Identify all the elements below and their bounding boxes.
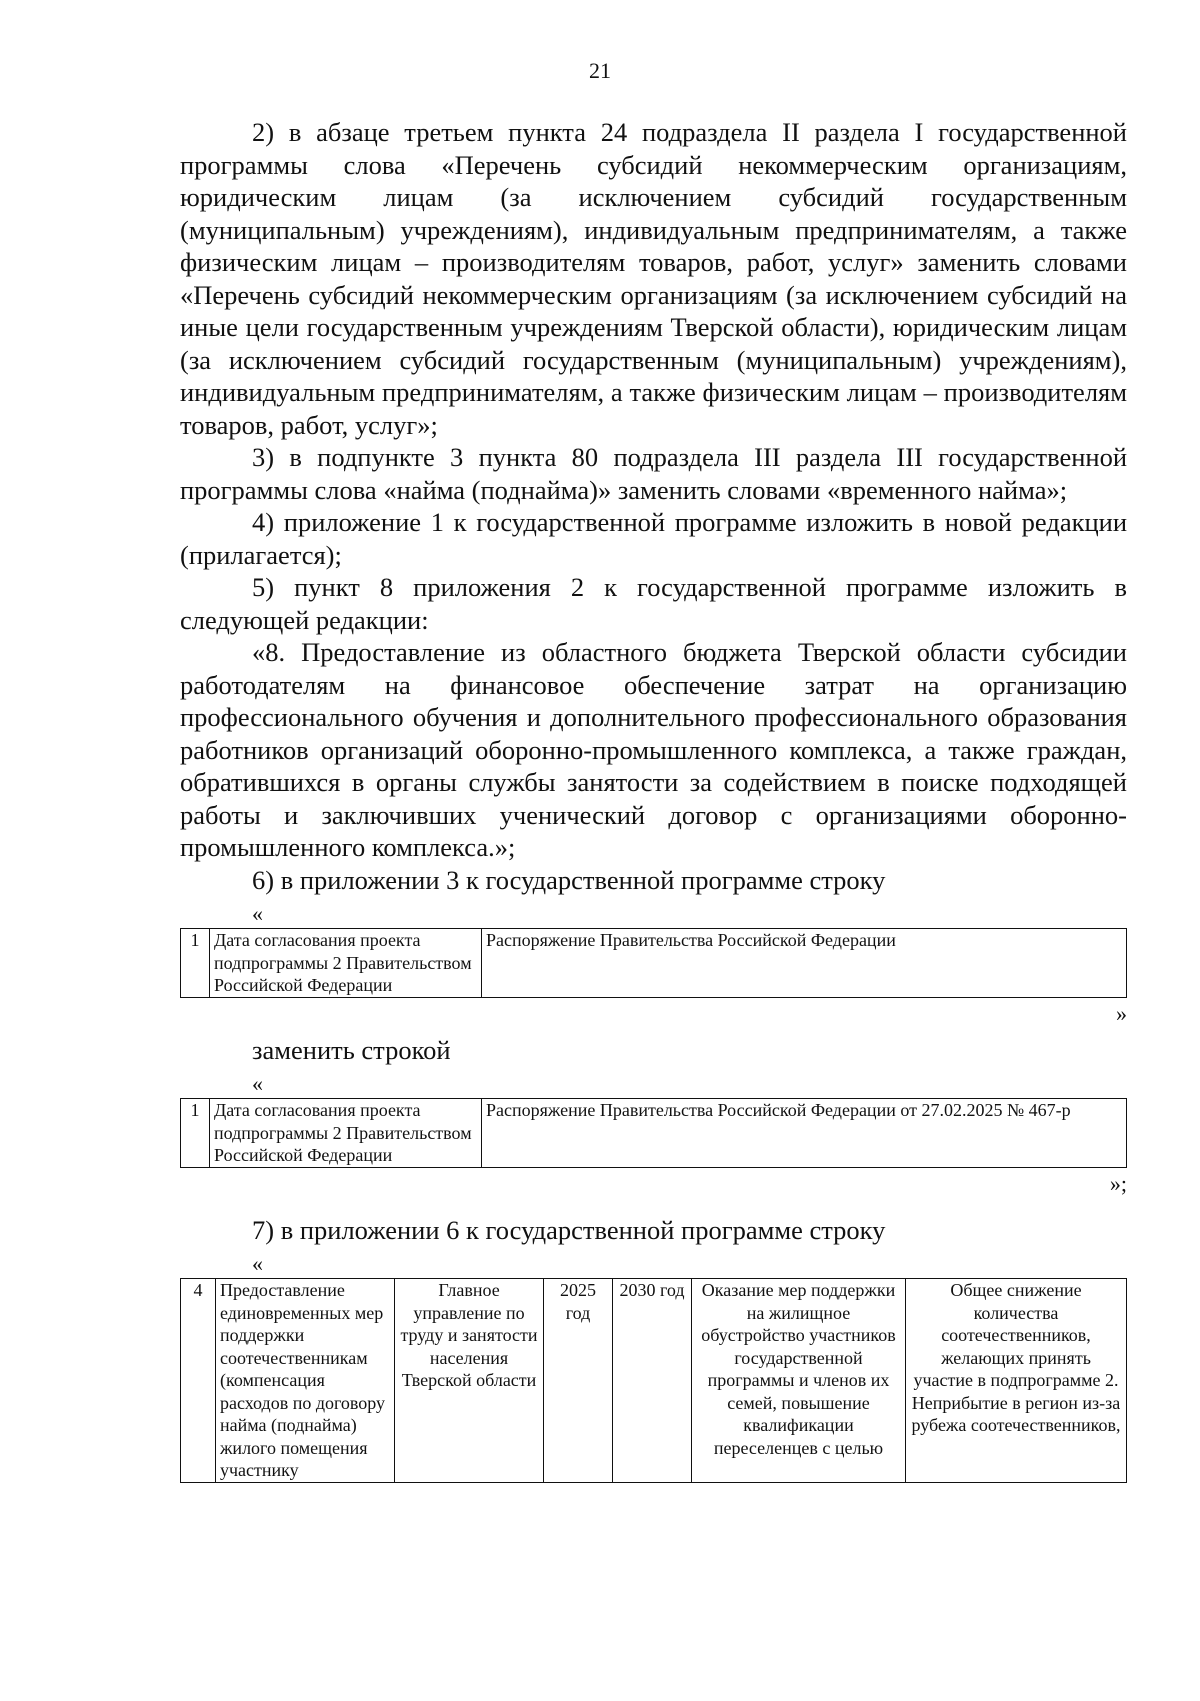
paragraph-6: 6) в приложении 3 к государственной программе строку [252, 864, 886, 895]
cell-executor: Главное управление по труду и занятости населения Тверской области [395, 1279, 544, 1483]
cell-risk: Общее снижение количества соотечественников, желающих принять участие в подпрограмме 2. Неприбытие в регион из-за рубежа соотечественников, [906, 1279, 1127, 1483]
table-new-row [180, 1098, 1127, 1168]
paragraph-2: 2) в абзаце третьем пункта 24 подраздела II раздела I государственной программы слова «Перечень субсидий некоммерческим организациям, юридическим лицам (за исключением субсидий государственным (муниципальным) учреждениям), индивидуальным предпринимателям, а также физическим лицам – производителям товаров, работ, услуг» заменить словами «Перечень субсидий некоммерческим организациям (за исключением субсидий на иные цели государственным учреждениям Тверской области), юридическим лицам (за исключением субсидий государственным (муниципальным) учреждениям), индивидуальным предпринимателям, а также физическим лицам – производителям товаров, работ, услуг»; [180, 117, 1127, 440]
quote-open-mark: « [252, 901, 263, 926]
document-body [180, 116, 1127, 1483]
table-row [181, 929, 1127, 998]
cell-end-year: 2030 год [613, 1279, 692, 1483]
table-7-row [180, 1278, 1127, 1483]
cell-num: 1 [181, 929, 210, 998]
paragraph-4: 4) приложение 1 к государственной программе изложить в новой редакции (прилагается); [180, 507, 1127, 570]
paragraph-5-quote: «8. Предоставление из областного бюджета Тверской области субсидии работодателям на финансовое обеспечение затрат на организацию профессионального обучения и дополнительного профессионального образования работников организаций оборонно-промышленного комплекса, а также граждан, обратившихся в органы службы занятости за содействием в поиске подходящей работы и заключивших ученический договор с организациями оборонно-промышленного комплекса.»; [180, 637, 1127, 862]
paragraph-3: 3) в подпункте 3 пункта 80 подраздела III раздела III государственной программы слова «найма (поднайма)» заменить словами «временного найма»; [180, 442, 1127, 505]
quote-open-mark: « [252, 1251, 263, 1276]
quote-open-mark: « [252, 1071, 263, 1096]
cell-num: 1 [181, 1099, 210, 1168]
table-row [181, 1279, 1127, 1483]
page-number: 21 [589, 58, 611, 83]
cell-value: Распоряжение Правительства Российской Федерации [482, 929, 1127, 998]
table-old-row [180, 928, 1127, 998]
table-row [181, 1099, 1127, 1168]
cell-measure: Предоставление единовременных мер поддержки соотечественникам (компенсация расходов по договору найма (поднайма) жилого помещения участнику [216, 1279, 395, 1483]
cell-name: Дата согласования проекта подпрограммы 2 Правительством Российской Федерации [210, 929, 482, 998]
cell-num: 4 [181, 1279, 216, 1483]
cell-value: Распоряжение Правительства Российской Федерации от 27.02.2025 № 467-р [482, 1099, 1127, 1168]
quote-close-mark: » [1116, 1000, 1127, 1026]
cell-start-year: 2025 год [544, 1279, 613, 1483]
cell-content: Оказание мер поддержки на жилищное обустройство участников государственной программы и членов их семей, повышение квалификации переселенцев с целью [692, 1279, 906, 1483]
paragraph-7: 7) в приложении 6 к государственной программе строку [252, 1214, 886, 1245]
replace-label: заменить строкой [252, 1034, 451, 1065]
cell-name: Дата согласования проекта подпрограммы 2 Правительством Российской Федерации [210, 1099, 482, 1168]
paragraph-5: 5) пункт 8 приложения 2 к государственной программе изложить в следующей редакции: [180, 572, 1127, 635]
quote-close-mark: »; [1109, 1170, 1127, 1196]
